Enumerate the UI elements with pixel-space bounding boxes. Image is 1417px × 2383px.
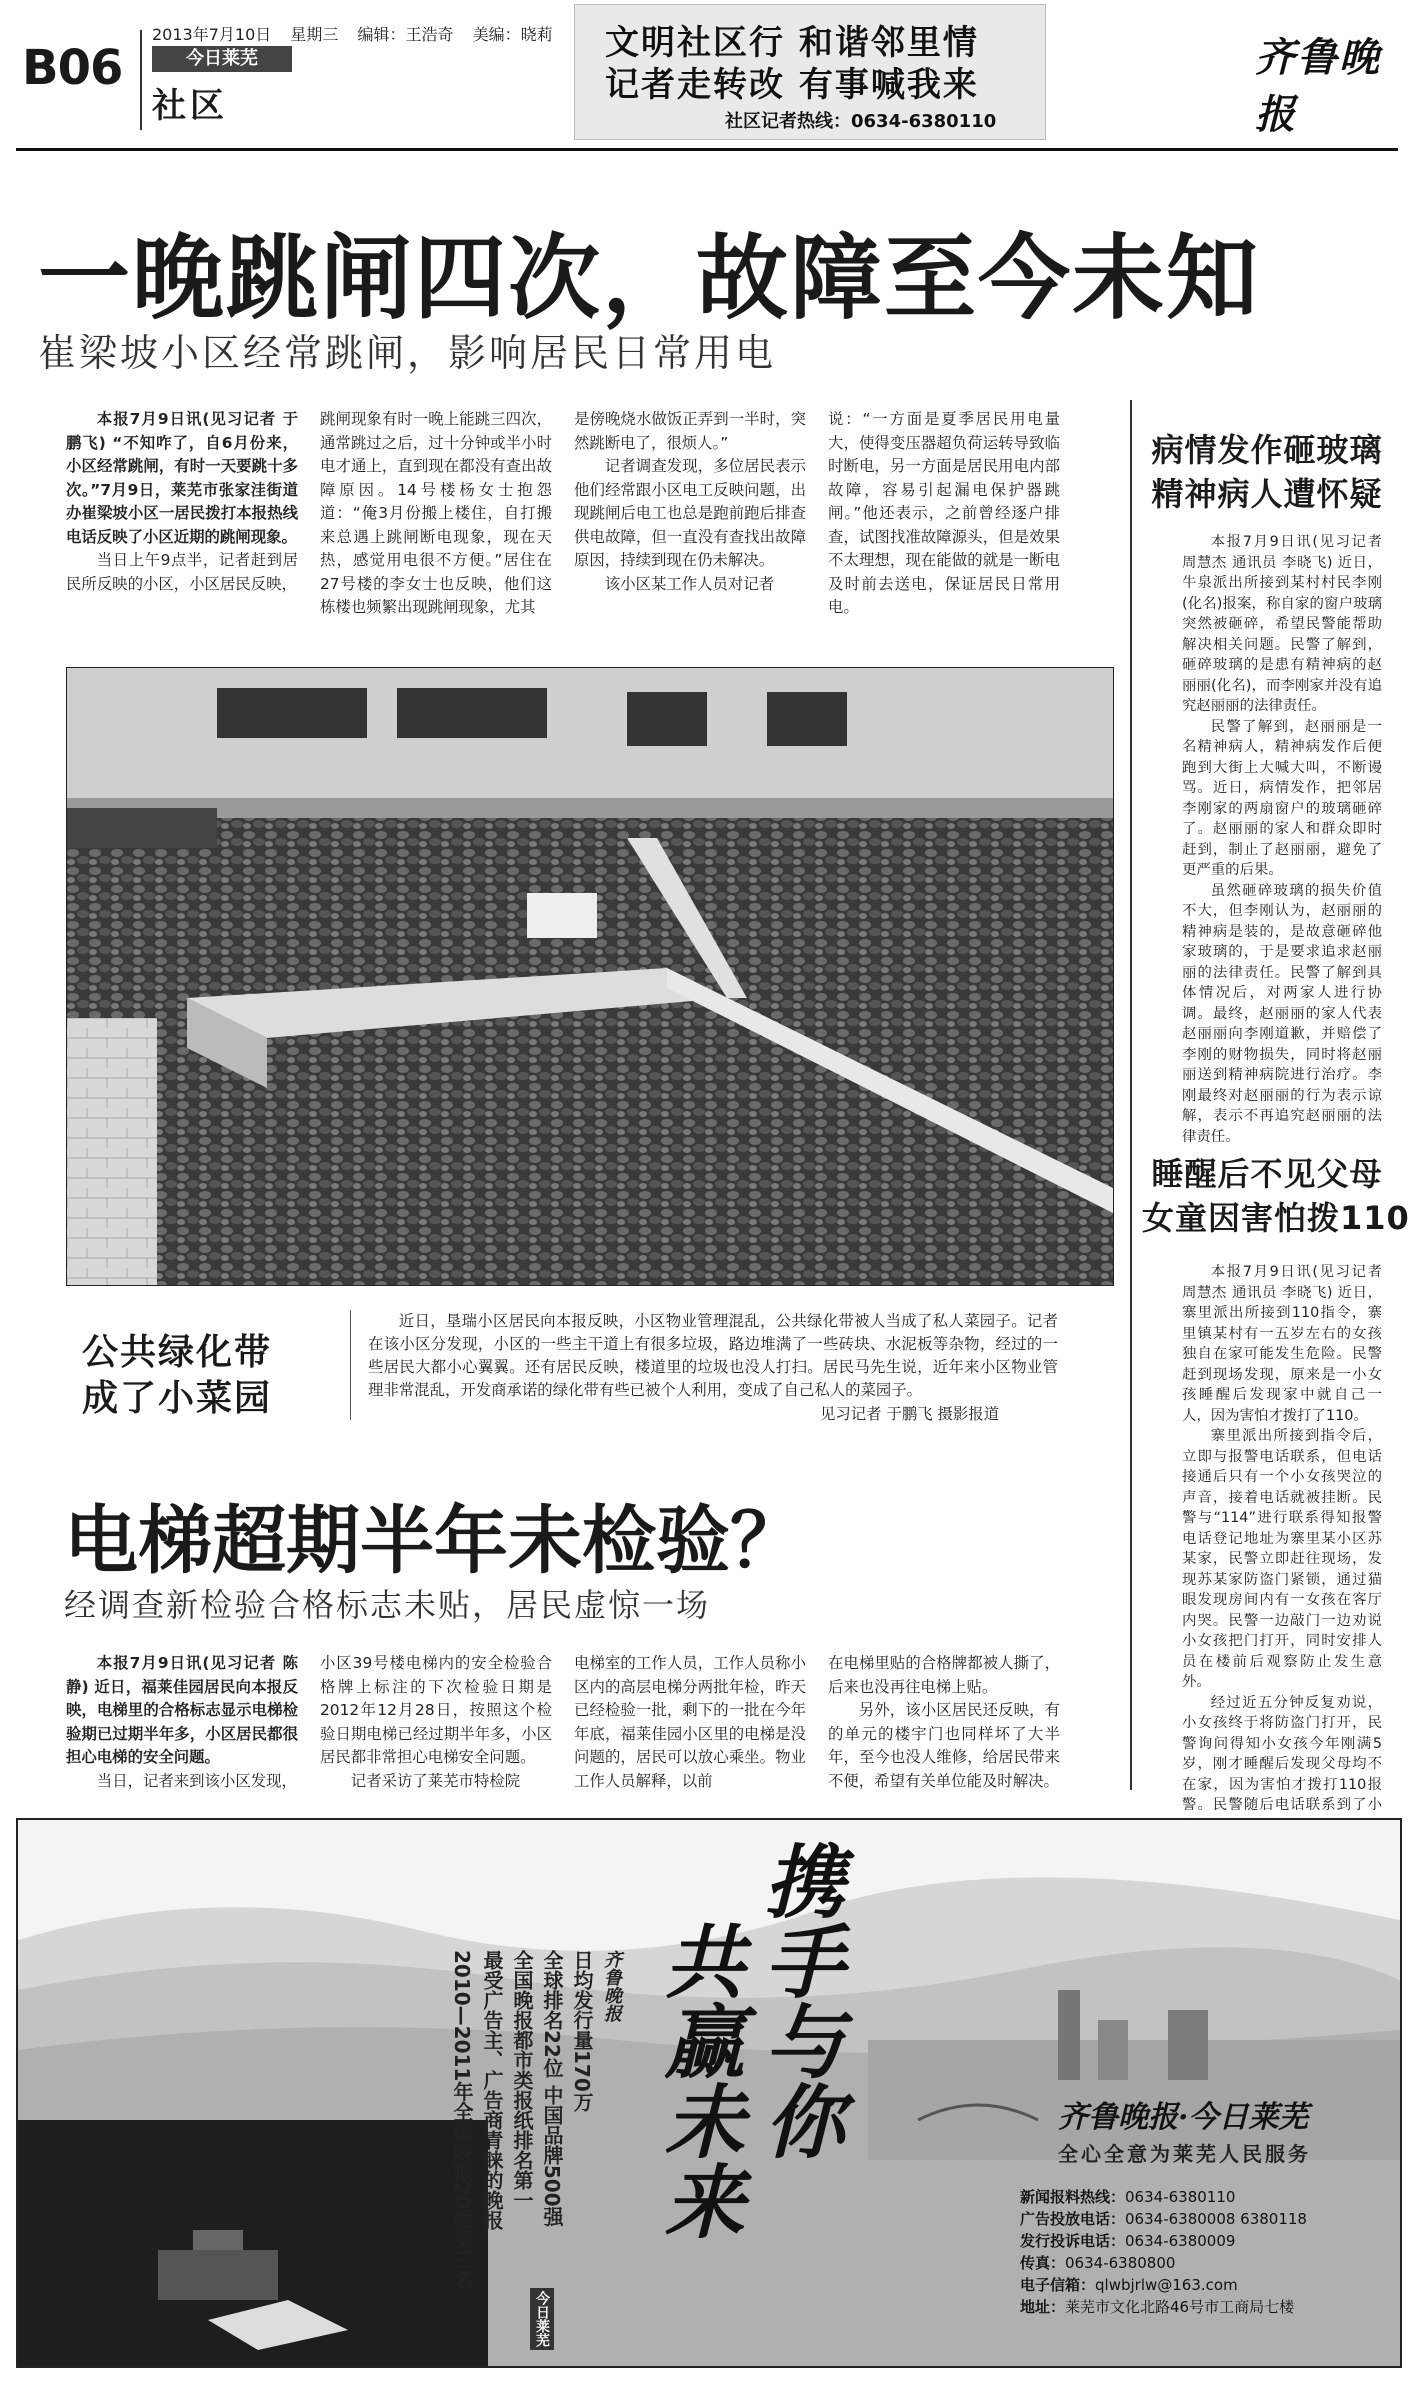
story2-col3-para: 电梯室的工作人员，工作人员称小区内的高层电梯分两批年检，昨天已经检验一批，剩下的一批在今年年底，福莱佳园小区里的电梯是没问题的，居民可以放心乘坐。物业工作人员解释，以前 xyxy=(574,1654,806,1790)
sidebar1-body xyxy=(1182,532,1382,1147)
sidebar2-headline xyxy=(1142,1152,1410,1240)
ad-contact-row xyxy=(1020,2252,1307,2274)
ad-contact-value: 0634-6380800 xyxy=(1065,2254,1176,2272)
story2-column-2 xyxy=(320,1652,552,1793)
photo-credit: 见习记者 于鹏飞 摄影报道 xyxy=(820,1405,1000,1423)
story1-col4-para: 说：“一方面是夏季居民用电量大，使得变压器超负荷运转导致临时断电，另一方面是居民用电内部故障，容易引起漏电保护器跳闸。”他还表示，之前曾经逐户排查，试图找准故障源头，但是效果不太理想，现在能做的就是一断电及时前去送电，保证居民日常用电。 xyxy=(828,410,1060,616)
story1-column-1 xyxy=(66,408,298,596)
story2-col2-para: 记者采访了莱芜市特检院 xyxy=(350,1771,521,1790)
ad-contact-row xyxy=(1020,2296,1307,2318)
story1-col2-para: 跳闸现象有时一晚上能跳三四次，通常跳过之后，过十分钟或半小时电才通上，直到现在都没有查出故障原因。14号楼杨女士抱怨道：“俺3月份搬上楼住，自打搬来总遇上跳闸断电现象，现在天热，感觉用电很不方便。”居住在27号楼的李女士也反映，他们这栋楼也频繁出现跳闸现象，尤其 xyxy=(320,410,552,616)
ad-contact-value: 莱芜市文化北路46号市工商局七楼 xyxy=(1065,2298,1295,2316)
edition-badge: 今日莱芜 xyxy=(152,46,292,72)
sidebar-divider xyxy=(1130,400,1132,1790)
sidebar2-headline-line: 睡醒后不见父母 xyxy=(1151,1155,1383,1193)
story2-subhead: 经调查新检验合格标志未贴，居民虚惊一场 xyxy=(64,1586,711,1624)
ad-motto: 全心全意为莱芜人民服务 xyxy=(1058,2142,1311,2166)
story1-col1-para: 当日上午9点半，记者赶到居民所反映的小区，小区居民反映， xyxy=(66,551,298,593)
garden-photo-illustration xyxy=(67,668,1113,1285)
news-photo-garden xyxy=(66,667,1114,1286)
story1-column-3 xyxy=(574,408,806,596)
ad-contact-label: 新闻报料热线： xyxy=(1020,2188,1126,2206)
ad-contact-row xyxy=(1020,2186,1307,2208)
ad-small-logo: 齐鲁晚报 xyxy=(601,1950,622,2022)
ad-contact-label: 发行投诉电话： xyxy=(1020,2232,1126,2250)
top-rule xyxy=(16,148,1398,151)
story1-col3-para: 是傍晚烧水做饭正弄到一半时，突然跳断电了，很烦人。” xyxy=(574,410,806,452)
stone-steps xyxy=(67,1018,157,1285)
ad-stat-city: 全国晚报都市类报纸排名第一 xyxy=(510,1950,534,2210)
ad-stat-brand: 中国品牌500强 xyxy=(540,2084,564,2227)
sidebar2-para: 寨里派出所接到指令后，立即与报警电话联系，但电话接通后只有一个小女孩哭泣的声音，接着电话就被挂断。民警与“114”进行联系得知报警电话登记地址为寨里某小区苏某家，民警立即赶往现场，发现苏某家防盗门紧锁，通过猫眼发现房间内有一女孩在客厅内哭。民警一边敲门一边劝说小女孩把门打开，同时安排人员在楼前后观察防止发生意外。 xyxy=(1182,1428,1382,1690)
story2-col1-para: 当日，记者来到该小区发现， xyxy=(96,1771,297,1790)
ad-contact-value: qlwbjrlw@163.com xyxy=(1095,2276,1238,2294)
story2-col1-para: 本报7月9日讯(见习记者 陈静) 近日，福莱佳园居民向本报反映，电梯里的合格标志显示电梯检验期已过期半年多，小区居民都很担心电梯的安全问题。 xyxy=(66,1654,298,1766)
ad-stat-advertiser: 最受广告主、广告商青睐的晚报 xyxy=(480,1950,504,2230)
ad-contact-row xyxy=(1020,2274,1307,2296)
story1-subhead: 崔梁坡小区经常跳闸，影响居民日常用电 xyxy=(38,331,777,375)
story2-col4-para: 在电梯里贴的合格牌都被人撕了，后来也没再往电梯上贴。 xyxy=(828,1654,1060,1696)
ad-stat-rank xyxy=(538,1950,567,2227)
editor: 编辑：王浩奇 xyxy=(357,25,454,44)
sidebar2-headline-line: 女童因害怕拨110 xyxy=(1142,1199,1410,1237)
story1-col3-para: 记者调查发现，多位居民表示他们经常跟小区电工反映问题，出现跳闸后电工也总是跑前跑后排查供电故障，但一直没有查找出故障原因，持续到现在仍未解决。 xyxy=(574,457,806,569)
photo-caption-text: 近日，垦瑞小区居民向本报反映，小区物业管理混乱，公共绿化带被人当成了私人菜园子。记者在该小区分发现，小区的一些主干道上有很多垃圾，路边堆满了一些砖块、水泥板等杂物，经过的一些居民大都小心翼翼。还有居民反映，楼道里的垃圾也没人打扫。居民马先生说，近年来小区物业管理非常混乱，开发商承诺的绿化带有些已被个人利用，变成了自己私人的菜园子。 xyxy=(368,1312,1058,1399)
ad-stamp: 今日莱芜 xyxy=(530,2288,554,2350)
photo-caption-title-line: 公共绿化带 xyxy=(82,1332,273,1373)
ad-contact-row xyxy=(1020,2208,1307,2230)
sidebar1-para: 虽然砸碎玻璃的损失价值不大，但李刚认为，赵丽丽的精神病是装的，是故意砸碎他家玻璃的，于是要求追求赵丽丽的法律责任。民警了解到具体情况后，对两家人进行协调。最终，赵丽丽的家人代表赵丽丽向李刚道歉，并赔偿了李刚的财物损失，同时将赵丽丽送到精神病院进行治疗。李刚最终对赵丽丽的行为表示谅解，表示不再追究赵丽丽的法律责任。 xyxy=(1182,882,1382,1145)
photo-caption-title xyxy=(82,1330,272,1422)
ad-brand: 齐鲁晚报·今日莱芜 xyxy=(1058,2100,1309,2135)
ad-contact-list xyxy=(1020,2186,1307,2318)
sidebar1-headline-line: 精神病人遭怀疑 xyxy=(1151,475,1383,513)
sidebar2-para: 本报7月9日讯(见习记者 周慧杰 通讯员 李晓飞) 近日，寨里派出所接到110指令，寨里镇某村有一五岁左右的女孩独自在家可能发生危险。民警赶到现场发现，原来是一小女孩睡醒后发现家中就自己一人，因为害怕才拨打了110。 xyxy=(1182,1264,1382,1424)
weekday: 星期三 xyxy=(290,25,339,44)
story1-column-4 xyxy=(828,408,1060,620)
story2-col2-para: 小区39号楼电梯内的安全检验合格牌上标注的下次检验日期是2012年12月28日，按照这个检验日期电梯已经过期半年多，小区居民都非常担心电梯安全问题。 xyxy=(320,1654,552,1766)
dateline xyxy=(152,22,567,45)
designer: 美编：晓莉 xyxy=(472,25,553,44)
date: 2013年7月10日 xyxy=(152,25,272,44)
story2-headline: 电梯超期半年未检验？ xyxy=(64,1498,804,1584)
ad-contact-value: 0634-6380110 xyxy=(1125,2188,1236,2206)
banner-line-1: 文明社区行 和谐邻里情 xyxy=(605,23,979,63)
ad-stat-circulation: 日均发行量170万 xyxy=(570,1950,594,2112)
photo-caption-body xyxy=(368,1310,1058,1402)
masthead-divider xyxy=(140,30,142,130)
sidebar1-para: 本报7月9日讯(见习记者 周慧杰 通讯员 李晓飞) 近日，牛泉派出所接到某村村民李刚(化名)报案，称自家的窗户玻璃突然被砸碎，希望民警能帮助解决相关问题。民警了解到，砸碎玻璃的是患有精神病的赵丽丽(化名)，而李刚家并没有追究赵丽丽的法律责任。 xyxy=(1182,534,1382,714)
sidebar2-para: 经过近五分钟反复劝说，小女孩终于将防盗门打开，民警询问得知小女孩今年刚满5岁，刚才睡醒后发现父母均不在家，因为害怕才拨打110报警。民警随后电话联系到了小 xyxy=(1182,1694,1382,1813)
caption-divider xyxy=(350,1310,351,1420)
story1-headline: 一晚跳闸四次，故障至今未知 xyxy=(38,225,1261,332)
ad-contact-label: 广告投放电话： xyxy=(1020,2210,1126,2228)
planter-box xyxy=(527,893,597,938)
ad-slogan-b: 共赢未来 xyxy=(651,1920,745,2240)
story2-col4-para: 另外，该小区居民还反映，有的单元的楼宇门也同样坏了大半年，至今也没人维修，给居民带来不便，希望有关单位能及时解决。 xyxy=(828,1701,1060,1790)
ad-contact-label: 电子信箱： xyxy=(1020,2276,1096,2294)
ad-slogan-a: 携手与你 xyxy=(751,1840,845,2160)
page-number: B06 xyxy=(22,40,123,96)
story1-col1-para: 本报7月9日讯(见习记者 于鹏飞) “不知咋了，自6月份来，小区经常跳闸，有时一天要跳十多次。”7月9日，莱芜市张家洼街道办崔梁坡小区一居民拨打本报热线电话反映了小区近期的跳闸现象。 xyxy=(66,410,298,546)
sidebar1-headline-line: 病情发作砸玻璃 xyxy=(1151,431,1383,469)
ad-stat-rank-global: 全球排名22位 xyxy=(540,1950,564,2078)
section-title: 社区 xyxy=(152,86,228,126)
sidebar2-body xyxy=(1182,1262,1382,1836)
ad-stat-years: 2010—2011年全国晚报20强第三名 xyxy=(450,1950,474,2290)
banner-hotline: 社区记者热线：0634-6380110 xyxy=(725,111,997,132)
story1-column-2 xyxy=(320,408,552,620)
advertisement xyxy=(16,1818,1402,2368)
story1-col3-para: 该小区某工作人员对记者 xyxy=(604,574,775,593)
ad-contact-value: 0634-6380008 6380118 xyxy=(1125,2210,1307,2228)
story2-column-1 xyxy=(66,1652,298,1793)
photo-caption-title-line: 成了小菜园 xyxy=(82,1378,273,1419)
ad-contact-value: 0634-6380009 xyxy=(1125,2232,1236,2250)
story2-column-3 xyxy=(574,1652,806,1793)
ad-contact-row xyxy=(1020,2230,1307,2252)
sidebar1-para: 民警了解到，赵丽丽是一名精神病人，精神病发作后便跑到大街上大喊大叫，不断谩骂。近日，病情发作，把邻居李刚家的两扇窗户的玻璃砸碎了。赵丽丽的家人和群众即时赶到，制止了赵丽丽，避免了更严重的后果。 xyxy=(1182,718,1382,878)
newspaper-logo: 齐鲁晚报 xyxy=(1255,34,1381,138)
ad-contact-label: 地址： xyxy=(1020,2298,1066,2316)
column-banner xyxy=(574,4,1046,140)
banner-line-2: 记者走转改 有事喊我来 xyxy=(605,65,979,105)
ad-contact-label: 传真： xyxy=(1020,2254,1066,2272)
sidebar1-headline xyxy=(1142,428,1392,516)
story2-column-4 xyxy=(828,1652,1060,1793)
